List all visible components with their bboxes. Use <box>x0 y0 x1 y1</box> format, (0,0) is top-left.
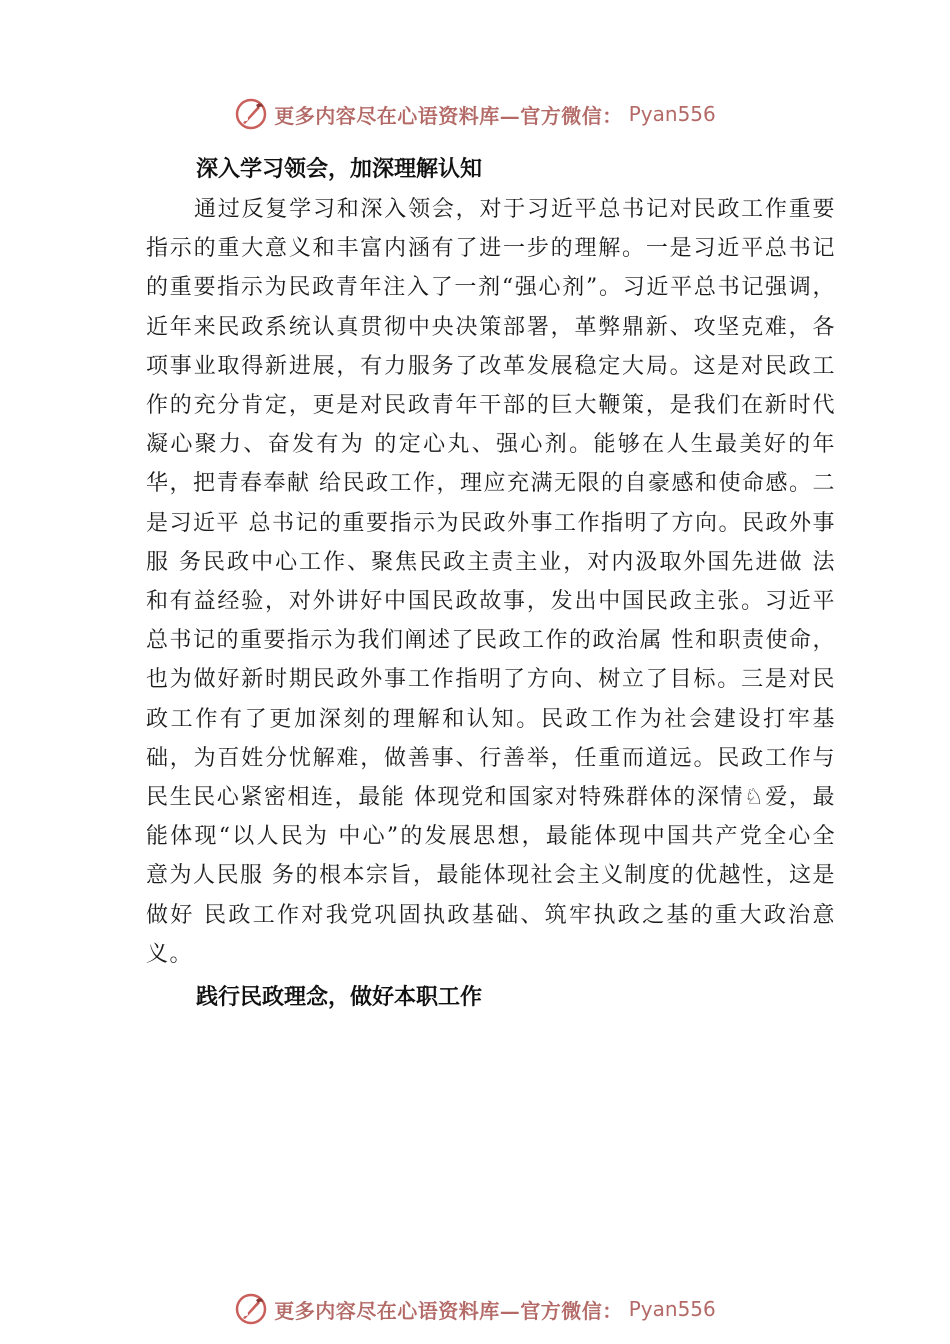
header-banner-text: 更多内容尽在心语资料库—官方微信： <box>274 103 623 128</box>
footer-banner-text: 更多内容尽在心语资料库—官方微信： <box>274 1298 623 1323</box>
header-wechat-id: Pyan556 <box>628 102 716 126</box>
section-1-paragraph: 通过反复学习和深入领会，对于习近平总书记对民政工作重要指示的重大意义和丰富内涵有了进一步的理解。一是习近平总书记的重要指示为民政青年注入了一剂“强心剂”。习近平总书记强调，近年来民政系统认真贯彻中央决策部署，革弊鼎新、攻坚克难，各项事业取得新进展，有力服务了改革发展稳定大局。这是对民政工作的充分肯定，更是对民政青年干部的巨大鞭策，是我们在新时代凝心聚力、奋发有为 的定心丸、强心剂。能够在人生最美好的年华，把青春奉献 给民政工作，理应充满无限的自豪感和使命感。二是习近平 总书记的重要指示为民政外事工作指明了方向。民政外事服 务民政中心工作、聚焦民政主责主业，对内汲取外国先进做 法和有益经验，对外讲好中国民政故事，发出中国民政主张。习近平总书记的重要指示为我们阐述了民政工作的政治属 性和职责使命，也为做好新时期民政外事工作指明了方向、树立了目标。三是对民政工作有了更加深刻的理解和认知。民政工作为社会建设打牢基础，为百姓分忧解难，做善事、行善举，任重而道远。民政工作与民生民心紧密相连，最能 体现党和国家对特殊群体的深情♘爱，最能体现“以人民为 中心”的发展思想，最能体现中国共产党全心全意为人民服 务的根本宗旨，最能体现社会主义制度的优越性，这是做好 民政工作对我党巩固执政基础、筑牢执政之基的重大政治意 义。 <box>146 197 836 967</box>
quill-pen-logo-icon <box>234 1292 268 1326</box>
section-1-heading: 深入学习领会，加深理解认知 <box>196 157 483 182</box>
footer-watermark-banner <box>0 1289 950 1329</box>
section-2-heading: 践行民政理念，做好本职工作 <box>196 985 483 1011</box>
quill-pen-logo-icon <box>234 97 268 131</box>
document-body <box>146 150 836 1018</box>
header-watermark-banner <box>0 94 950 134</box>
footer-wechat-id: Pyan556 <box>628 1297 716 1321</box>
